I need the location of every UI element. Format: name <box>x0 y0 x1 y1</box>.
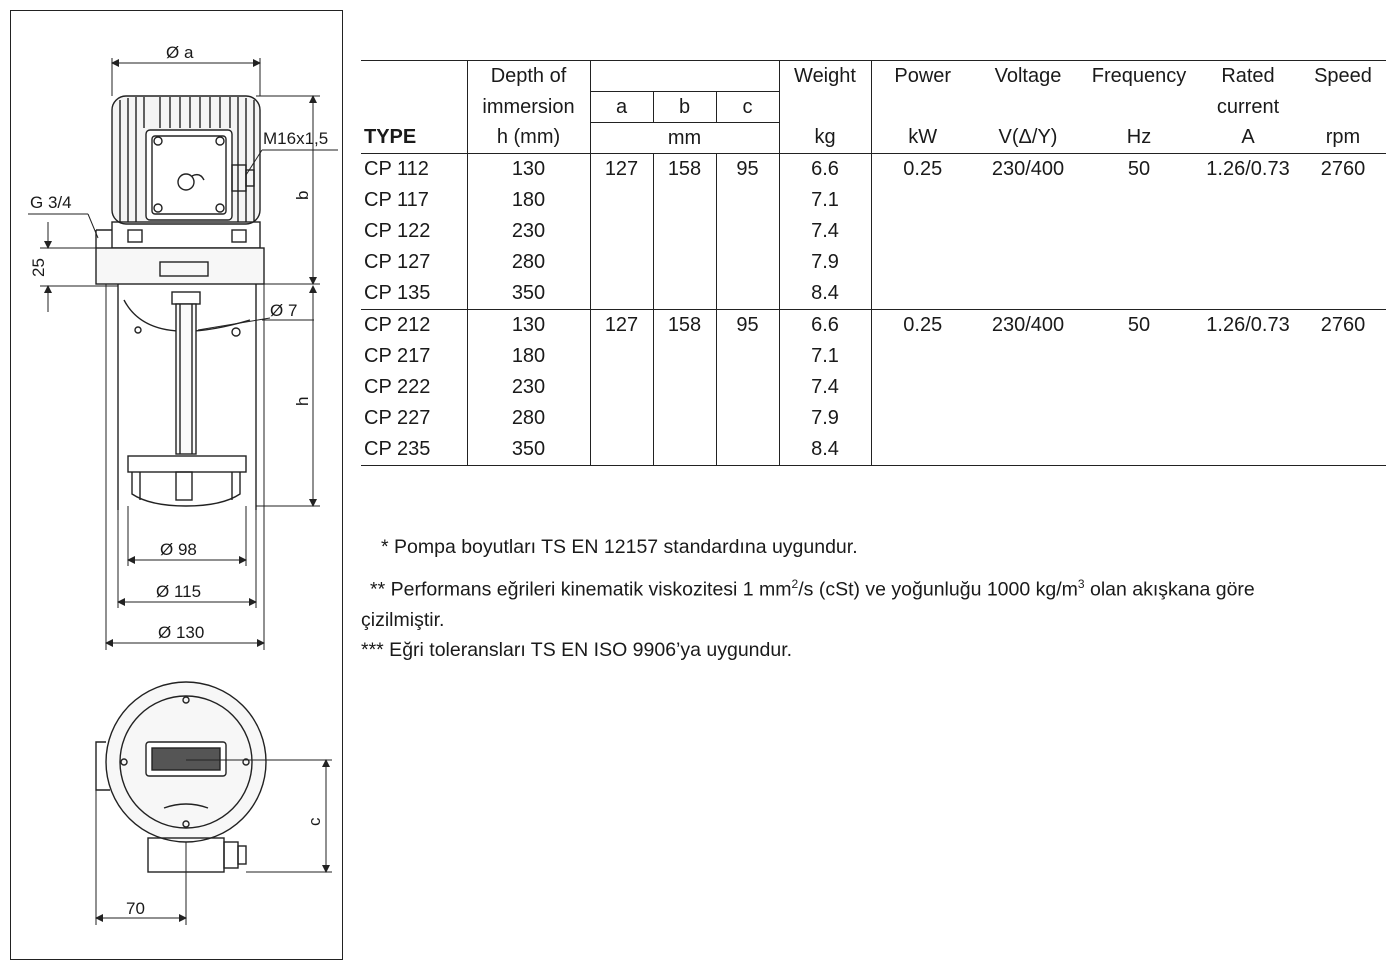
header-b: b <box>653 92 716 123</box>
header-row-1 <box>361 61 1386 92</box>
motor-body <box>112 96 260 224</box>
cell-weight: 8.4 <box>779 278 871 310</box>
cell-power <box>871 341 974 372</box>
pump-flange <box>96 222 264 284</box>
cell-voltage <box>974 372 1082 403</box>
cell-weight: 7.1 <box>779 341 871 372</box>
header-c: c <box>716 92 779 123</box>
cell-c <box>716 341 779 372</box>
cell-current <box>1196 403 1300 434</box>
cell-a <box>590 185 653 216</box>
cell-c <box>716 278 779 310</box>
cell-b <box>653 216 716 247</box>
table-row <box>361 185 1386 216</box>
footnote-2 <box>361 569 1371 605</box>
cell-c: 95 <box>716 310 779 342</box>
cell-a <box>590 278 653 310</box>
cell-weight: 7.4 <box>779 372 871 403</box>
cell-b <box>653 278 716 310</box>
cell-current <box>1196 185 1300 216</box>
cell-type: CP 217 <box>364 345 431 367</box>
header-weight: Weight <box>779 61 871 92</box>
cell-voltage <box>974 403 1082 434</box>
header-row-2 <box>361 92 1386 123</box>
cell-type: CP 212 <box>364 314 431 336</box>
header-depth-unit: h (mm) <box>467 123 590 154</box>
label-h: h <box>293 396 312 406</box>
cell-speed <box>1300 278 1386 310</box>
cell-frequency <box>1082 341 1196 372</box>
cell-type: CP 235 <box>361 434 467 466</box>
spec-table-body <box>361 154 1386 466</box>
cell-type: CP 227 <box>364 407 431 429</box>
cell-c: 95 <box>716 154 779 186</box>
header-depth-2: immersion <box>467 92 590 123</box>
cell-power <box>871 434 974 466</box>
cell-speed <box>1300 403 1386 434</box>
cell-speed <box>1300 216 1386 247</box>
cell-frequency: 50 <box>1127 314 1151 336</box>
label-dia-7: Ø 7 <box>270 301 298 320</box>
cell-h: 130 <box>467 154 590 186</box>
cell-c <box>716 216 779 247</box>
cell-weight: 7.1 <box>779 185 871 216</box>
cell-a <box>590 341 653 372</box>
cell-voltage <box>974 247 1082 278</box>
cell-a <box>590 403 653 434</box>
label-m16: M16x1,5 <box>263 129 329 148</box>
cell-voltage: 230/400 <box>991 158 1065 180</box>
cell-h: 350 <box>467 278 590 310</box>
label-dia-115: Ø 115 <box>156 582 202 601</box>
label-b: b <box>293 190 312 200</box>
cell-power <box>871 216 974 247</box>
label-70: 70 <box>126 899 145 918</box>
cell-power <box>871 278 974 310</box>
cell-frequency <box>1082 185 1196 216</box>
cell-voltage <box>974 341 1082 372</box>
spec-table <box>361 60 1386 466</box>
cell-b <box>653 185 716 216</box>
header-speed-unit: rpm <box>1300 123 1386 154</box>
cell-current: 1.26/0.73 <box>1206 158 1290 180</box>
cell-c <box>716 434 779 466</box>
cell-frequency <box>1082 247 1196 278</box>
label-dia-98: Ø 98 <box>160 540 197 559</box>
header-weight-unit: kg <box>779 123 871 154</box>
footnote-2-mid: /s (cSt) ve yoğunluğu 1000 kg/m <box>798 578 1078 601</box>
table-row <box>361 216 1386 247</box>
cell-c <box>716 185 779 216</box>
cell-h: 180 <box>467 341 590 372</box>
cell-current <box>1196 341 1300 372</box>
cell-a <box>590 247 653 278</box>
cell-weight: 7.4 <box>779 216 871 247</box>
cell-voltage <box>974 278 1082 310</box>
cell-current <box>1196 372 1300 403</box>
label-dia-130: Ø 130 <box>158 623 205 642</box>
header-current-1: Rated <box>1196 61 1300 92</box>
cell-c <box>716 372 779 403</box>
cell-weight: 7.9 <box>779 403 871 434</box>
cell-b <box>653 247 716 278</box>
cell-voltage <box>974 216 1082 247</box>
header-a: a <box>590 92 653 123</box>
footnote-2-sup2: 3 <box>1077 577 1085 591</box>
cell-frequency <box>1082 278 1196 310</box>
cell-speed <box>1300 434 1386 466</box>
header-voltage: Voltage <box>974 61 1082 92</box>
cell-b: 158 <box>653 154 716 186</box>
table-row <box>361 372 1386 403</box>
cell-b <box>653 403 716 434</box>
table-row <box>361 278 1386 310</box>
cell-type: CP 222 <box>364 376 431 398</box>
pump-technical-drawing <box>0 0 360 964</box>
footnote-2-pre: ** Performans eğrileri kinematik viskozitesi 1 mm <box>370 578 792 601</box>
cell-speed: 2760 <box>1320 158 1366 180</box>
cell-c <box>716 247 779 278</box>
cell-type: CP 127 <box>364 251 431 273</box>
cell-voltage: 230/400 <box>991 314 1065 336</box>
cell-c <box>716 403 779 434</box>
cell-b <box>653 372 716 403</box>
cell-h: 130 <box>467 310 590 342</box>
cell-a <box>590 216 653 247</box>
cell-a <box>590 372 653 403</box>
cell-b <box>653 341 716 372</box>
header-frequency: Frequency <box>1082 61 1196 92</box>
cell-weight: 7.9 <box>779 247 871 278</box>
table-row <box>361 247 1386 278</box>
table-row <box>361 403 1386 434</box>
cell-frequency <box>1082 434 1196 466</box>
table-row <box>361 341 1386 372</box>
footnote-2-post: olan akışkana göre <box>1084 578 1255 601</box>
cell-voltage <box>974 434 1082 466</box>
header-frequency-unit: Hz <box>1082 123 1196 154</box>
cell-h: 280 <box>467 403 590 434</box>
label-c: c <box>305 817 324 826</box>
cell-h: 230 <box>467 372 590 403</box>
header-power-unit: kW <box>871 123 974 154</box>
cell-current <box>1196 278 1300 310</box>
cell-type: CP 112 <box>364 158 429 180</box>
header-depth-1: Depth of <box>467 61 590 92</box>
cell-speed <box>1300 341 1386 372</box>
pump-immersed-part <box>118 284 256 510</box>
header-voltage-unit: V(Δ/Y) <box>974 123 1082 154</box>
cell-b: 158 <box>653 310 716 342</box>
cell-frequency <box>1082 216 1196 247</box>
header-current-unit: A <box>1196 123 1300 154</box>
cell-a <box>590 434 653 466</box>
cell-power <box>871 403 974 434</box>
cell-a: 127 <box>590 310 653 342</box>
cell-speed <box>1300 247 1386 278</box>
cell-h: 280 <box>467 247 590 278</box>
footnote-3: *** Eğri toleransları TS EN ISO 9906’ya uygundur. <box>361 638 793 661</box>
table-row <box>361 154 1386 186</box>
cell-type: CP 122 <box>364 220 431 242</box>
cell-power: 0.25 <box>871 310 974 342</box>
cell-speed <box>1300 372 1386 403</box>
cell-weight: 6.6 <box>779 310 871 342</box>
pump-top-view <box>96 682 266 872</box>
label-dia-a: Ø a <box>166 43 194 62</box>
cell-voltage <box>974 185 1082 216</box>
cell-h: 180 <box>467 185 590 216</box>
label-g34: G 3/4 <box>30 193 72 212</box>
table-row <box>361 310 1386 342</box>
cell-a: 127 <box>590 154 653 186</box>
cell-h: 350 <box>467 434 590 466</box>
footnote-2-sup1: 2 <box>791 577 799 591</box>
footnote-2-line2: çizilmiştir. <box>361 608 445 631</box>
cell-current <box>1196 247 1300 278</box>
footnotes <box>361 532 1371 665</box>
header-speed: Speed <box>1300 61 1386 92</box>
header-power: Power <box>871 61 974 92</box>
cell-frequency <box>1082 403 1196 434</box>
cell-current: 1.26/0.73 <box>1206 314 1290 336</box>
cell-power <box>871 247 974 278</box>
header-current-2: current <box>1216 95 1280 118</box>
table-row <box>361 434 1386 466</box>
header-row-3 <box>361 123 1386 154</box>
cell-speed: 2760 <box>1320 314 1366 336</box>
cell-power <box>871 185 974 216</box>
cell-frequency <box>1082 372 1196 403</box>
cell-h: 230 <box>467 216 590 247</box>
cell-weight: 8.4 <box>779 434 871 466</box>
cell-weight: 6.6 <box>779 154 871 186</box>
header-type: TYPE <box>361 123 467 154</box>
cell-speed <box>1300 185 1386 216</box>
cell-type: CP 117 <box>364 189 429 211</box>
cell-type: CP 135 <box>361 278 467 310</box>
header-abc-unit: mm <box>590 123 779 154</box>
cell-power: 0.25 <box>871 154 974 186</box>
cell-current <box>1196 434 1300 466</box>
label-25: 25 <box>29 258 48 277</box>
cell-current <box>1196 216 1300 247</box>
cell-power <box>871 372 974 403</box>
cell-frequency: 50 <box>1127 158 1151 180</box>
footnote-1: * Pompa boyutları TS EN 12157 standardına uygundur. <box>381 536 858 558</box>
cell-b <box>653 434 716 466</box>
